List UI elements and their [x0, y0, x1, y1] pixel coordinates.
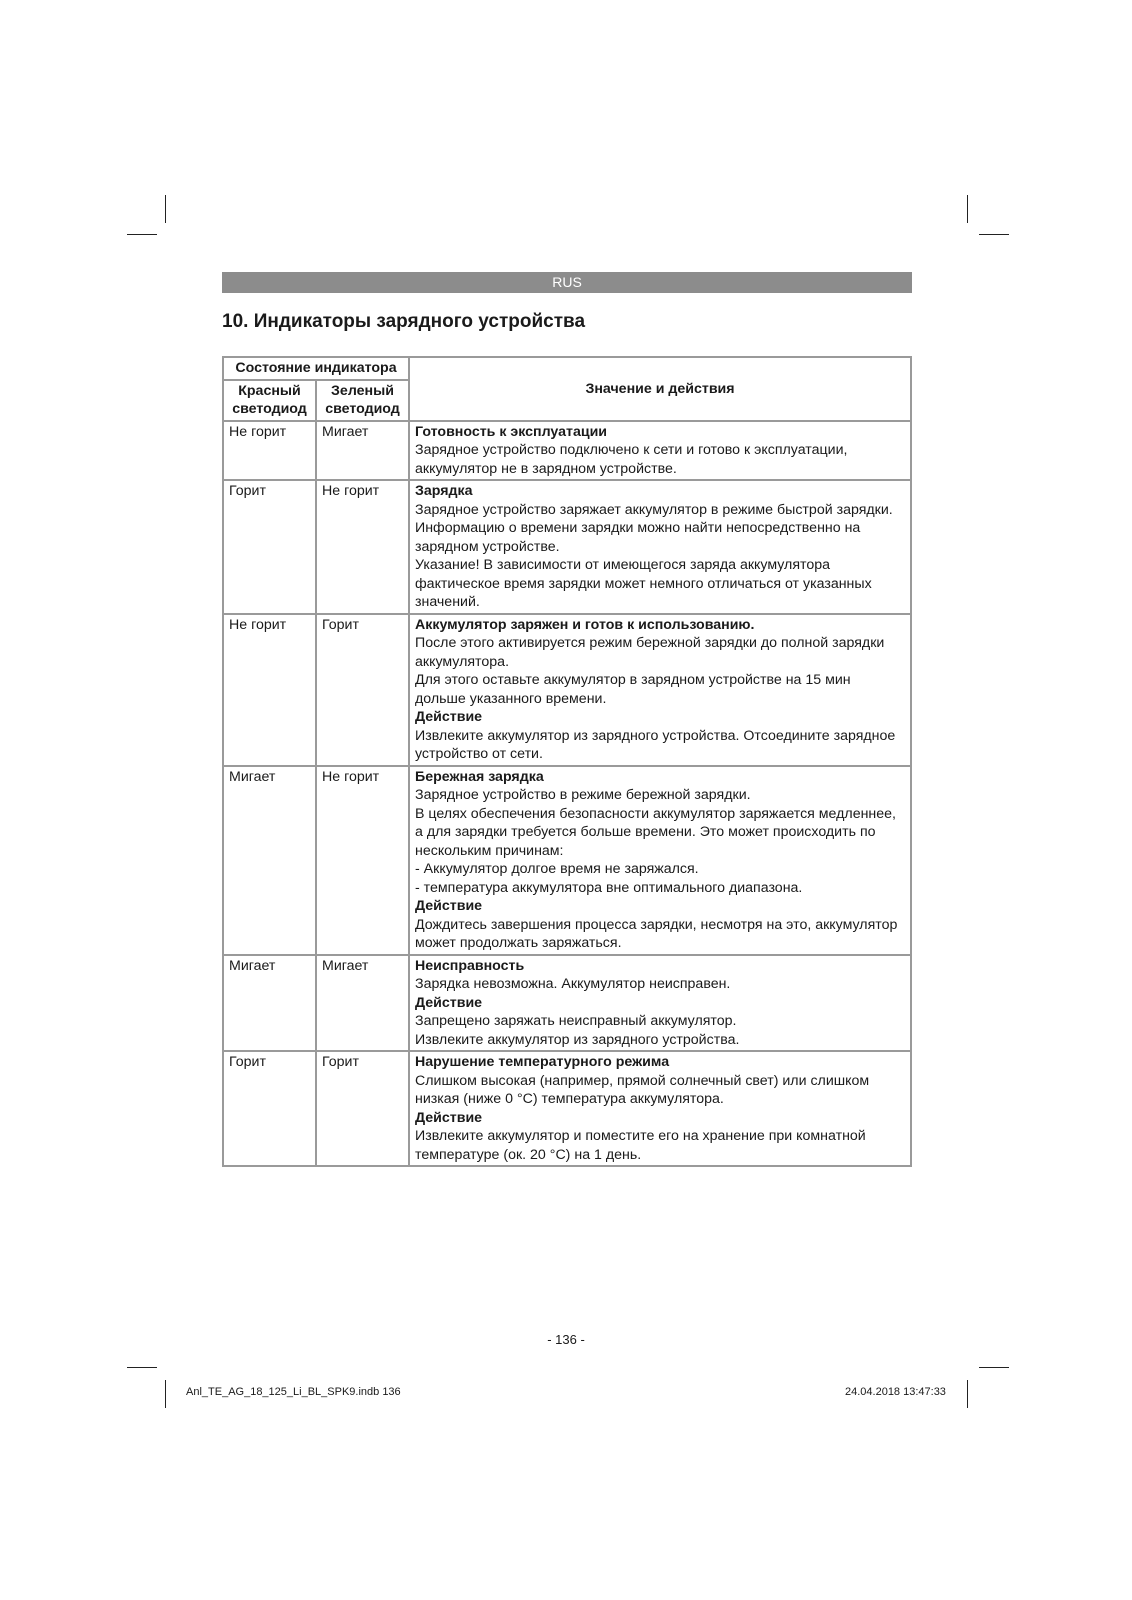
crop-mark: [967, 1380, 968, 1408]
green-led-state: Горит: [316, 1051, 409, 1166]
meaning-text: Слишком высокая (например, прямой солнечный свет) или слишком низкая (ниже 0 °C) температура аккумулятора.: [415, 1072, 870, 1107]
meaning-heading: Действие: [415, 709, 483, 725]
meaning-text: Зарядное устройство подключено к сети и готово к эксплуатации, аккумулятор не в зарядном устройстве.: [415, 442, 848, 477]
meaning-text: После этого активируется режим бережной зарядки до полной зарядки аккумулятора.: [415, 635, 885, 670]
meaning-text: Зарядное устройство заряжает аккумулятор в режиме быстрой зарядки. Информацию о времени зарядки можно найти непосредственно на зарядном устройстве.: [415, 501, 893, 555]
meaning-cell: [409, 955, 911, 1052]
meaning-heading: Действие: [415, 898, 483, 914]
red-led-state: Мигает: [223, 955, 316, 1052]
meaning-heading: Действие: [415, 1109, 483, 1126]
meaning-text: Указание! В зависимости от имеющегося заряда аккумулятора фактическое время зарядки может немного отличаться от указанных значений.: [415, 557, 872, 610]
meaning-text: Извлеките аккумулятор из зарядного устройства.: [415, 1031, 740, 1048]
footer-file-name: Anl_TE_AG_18_125_Li_BL_SPK9.indb 136: [186, 1386, 401, 1398]
meaning-cell: [409, 1051, 911, 1166]
meaning-text: Для этого оставьте аккумулятор в зарядном устройстве на 15 мин дольше указанного времени.: [415, 672, 851, 707]
table-row: [223, 955, 911, 1052]
green-led-state: Горит: [316, 614, 409, 766]
language-bar: RUS: [222, 272, 912, 293]
crop-mark: [165, 1380, 166, 1408]
crop-mark: [967, 195, 968, 223]
table-row: [223, 1051, 911, 1166]
crop-mark: [979, 234, 1009, 235]
meaning-heading: Нарушение температурного режима: [415, 1054, 670, 1070]
green-led-state: Мигает: [316, 955, 409, 1052]
meaning-text: Зарядка невозможна. Аккумулятор неисправен.: [415, 976, 731, 992]
meaning-heading: Аккумулятор заряжен и готов к использованию.: [415, 616, 755, 633]
crop-mark: [979, 1367, 1009, 1368]
meaning-text: Зарядное устройство в режиме бережной зарядки.: [415, 787, 751, 803]
header-indicator-state: Состояние индикатора: [223, 357, 409, 380]
indicator-table: [222, 356, 912, 1167]
table-row: [223, 766, 911, 955]
header-red-led: Красный светодиод: [223, 380, 316, 421]
meaning-heading: Готовность к эксплуатации: [415, 423, 608, 440]
meaning-text: Извлеките аккумулятор из зарядного устройства. Отсоедините зарядное устройство от сети.: [415, 727, 896, 762]
meaning-heading: Действие: [415, 994, 483, 1011]
meaning-cell: [409, 614, 911, 766]
table-row: [223, 480, 911, 614]
crop-mark: [165, 195, 166, 223]
meaning-heading: Бережная зарядка: [415, 768, 544, 785]
table-row: [223, 421, 911, 481]
section-title: 10. Индикаторы зарядного устройства: [222, 311, 586, 332]
meaning-text: В целях обеспечения безопасности аккумулятор заряжается медленнее, а для зарядки требуется больше времени. Это может происходить по нескольким причинам:: [415, 805, 896, 859]
red-led-state: Мигает: [223, 766, 316, 955]
crop-mark: [127, 234, 157, 235]
meaning-text: - температура аккумулятора вне оптимального диапазона.: [415, 879, 803, 896]
green-led-state: Не горит: [316, 766, 409, 955]
red-led-state: Не горит: [223, 421, 316, 481]
meaning-cell: [409, 421, 911, 481]
footer-timestamp: 24.04.2018 13:47:33: [845, 1386, 946, 1398]
meaning-cell: [409, 766, 911, 955]
red-led-state: Не горит: [223, 614, 316, 766]
table-row: [223, 614, 911, 766]
header-green-led: Зеленый светодиод: [316, 380, 409, 421]
meaning-text: Дождитесь завершения процесса зарядки, несмотря на это, аккумулятор может продолжать заряжаться.: [415, 916, 898, 951]
meaning-cell: [409, 480, 911, 614]
meaning-heading: Зарядка: [415, 483, 473, 499]
meaning-text: Извлеките аккумулятор и поместите его на хранение при комнатной температуре (ок. 20 °C) на 1 день.: [415, 1128, 866, 1163]
green-led-state: Мигает: [316, 421, 409, 481]
page-number: - 136 -: [547, 1332, 585, 1347]
meaning-text: Запрещено заряжать неисправный аккумулятор.: [415, 1013, 737, 1029]
header-meaning: Значение и действия: [409, 357, 911, 421]
crop-mark: [127, 1367, 157, 1368]
meaning-heading: Неисправность: [415, 957, 525, 974]
meaning-text: - Аккумулятор долгое время не заряжался.: [415, 861, 699, 877]
red-led-state: Горит: [223, 480, 316, 614]
red-led-state: Горит: [223, 1051, 316, 1166]
green-led-state: Не горит: [316, 480, 409, 614]
